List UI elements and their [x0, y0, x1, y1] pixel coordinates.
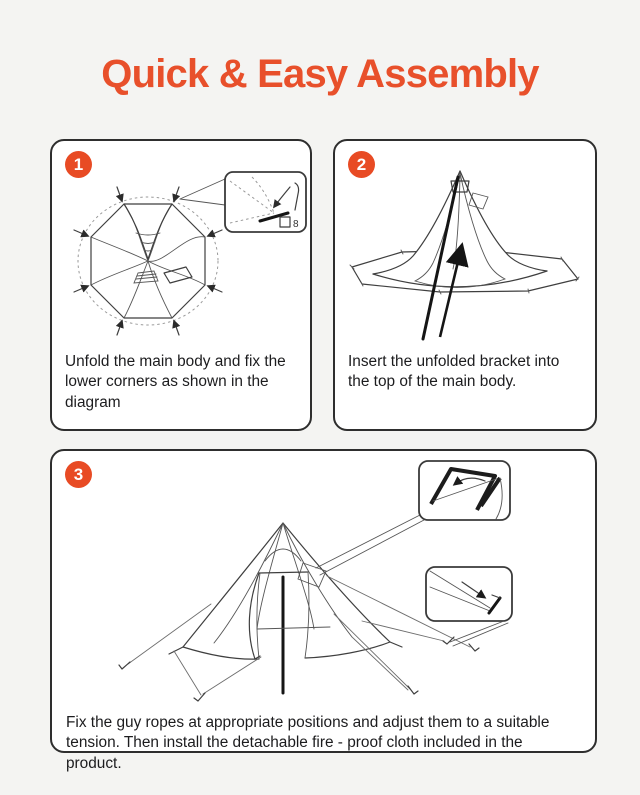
step-1-number-badge: 1 [65, 151, 92, 178]
step-1-caption: Unfold the main body and fix the lower corners as shown in the diagram [65, 353, 286, 411]
cloth-callout-lines [316, 515, 424, 575]
octagon-main-body [91, 204, 205, 318]
step-1-panel [50, 139, 312, 431]
page-title: Quick & Easy Assembly [101, 52, 539, 96]
fireproof-cloth-inset [419, 461, 510, 520]
tent-body [373, 171, 547, 288]
pitched-tent-with-guy-ropes-icon [52, 451, 595, 709]
step-2-panel [333, 139, 597, 431]
step-2-caption: Insert the unfolded bracket into the top of the main body. [348, 353, 560, 391]
stake-count-label: 8 [293, 219, 299, 230]
stake-detail-inset [225, 172, 306, 232]
step-3-number-badge: 3 [65, 461, 92, 488]
guy-ropes [128, 576, 470, 695]
step-3-caption: Fix the guy ropes at appropriate positions and adjust them to a suitable tension. Then install the detachable fire - proof cloth included in the product. [66, 714, 550, 772]
callout-wedge [180, 179, 225, 205]
stake-rope-inset [426, 567, 512, 646]
pitched-tent [169, 523, 402, 693]
pole-inserted-into-tent-top-icon [335, 141, 595, 349]
step-3-panel [50, 449, 597, 772]
unfolded-main-body-top-view-icon [52, 141, 310, 349]
step-2-number-badge: 2 [348, 151, 375, 178]
